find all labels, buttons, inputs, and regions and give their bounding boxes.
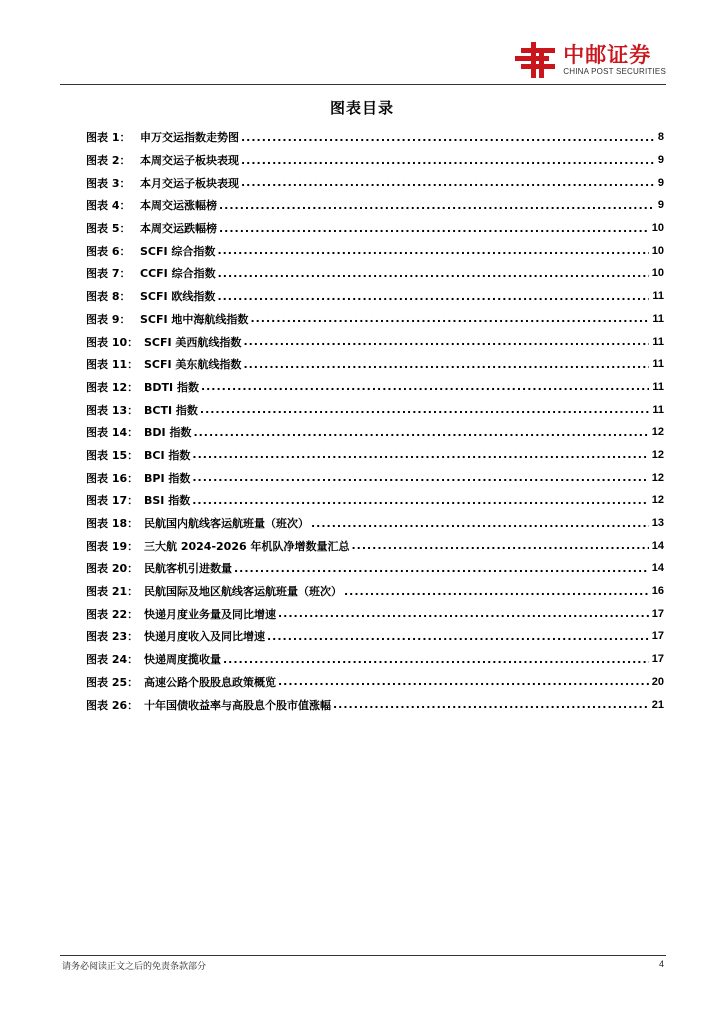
toc-dot-leader [311, 517, 649, 530]
toc-dot-leader [200, 403, 649, 416]
toc-list [86, 126, 664, 716]
toc-entry[interactable] [86, 376, 664, 399]
toc-entry-label: 图表 8： [86, 290, 131, 304]
toc-entry-page: 20 [651, 675, 664, 688]
toc-dot-leader [278, 675, 649, 688]
toc-entry[interactable] [86, 398, 664, 421]
toc-entry-page: 17 [651, 653, 664, 666]
toc-entry-page: 9 [657, 176, 664, 189]
toc-entry-label: 图表 17： [86, 494, 139, 508]
toc-entry[interactable] [86, 602, 664, 625]
toc-entry-label: 图表 18： [86, 517, 139, 531]
toc-entry-name: 申万交运指数走势图 [140, 131, 239, 145]
toc-dot-leader [193, 426, 648, 439]
china-post-logo-icon [513, 40, 559, 80]
toc-dot-leader [217, 244, 648, 257]
toc-entry[interactable] [86, 239, 664, 262]
toc-entry[interactable] [86, 671, 664, 694]
toc-entry[interactable] [86, 285, 664, 308]
toc-entry-label: 图表 11： [86, 358, 139, 372]
toc-entry-page: 14 [651, 562, 664, 575]
toc-entry-name: BSI 指数 [144, 494, 191, 508]
toc-entry-page: 9 [657, 199, 664, 212]
toc-entry-page: 21 [651, 698, 664, 711]
toc-entry-label: 图表 2： [86, 154, 131, 168]
toc-entry-name: SCFI 美西航线指数 [144, 335, 242, 349]
toc-dot-leader [234, 562, 649, 575]
toc-entry-name: BDI 指数 [144, 426, 192, 440]
toc-entry[interactable] [86, 126, 664, 149]
toc-dot-leader [241, 131, 655, 144]
toc-entry[interactable] [86, 421, 664, 444]
toc-entry-page: 11 [652, 380, 664, 393]
toc-entry-name: 本周交运跌幅榜 [140, 222, 217, 236]
toc-entry-name: 快递月度业务量及同比增速 [144, 607, 276, 621]
toc-entry-label: 图表 5： [86, 222, 131, 236]
toc-entry-page: 17 [651, 607, 664, 620]
toc-entry-name: 本周交运子板块表现 [140, 154, 239, 168]
toc-entry-label: 图表 21： [86, 585, 139, 599]
toc-entry-page: 12 [651, 448, 664, 461]
toc-entry-label: 图表 26： [86, 698, 139, 712]
header-divider [60, 84, 666, 85]
toc-entry[interactable] [86, 534, 664, 557]
toc-entry[interactable] [86, 330, 664, 353]
toc-entry[interactable] [86, 217, 664, 240]
logo-english-name: CHINA POST SECURITIES [563, 66, 666, 76]
toc-entry-name: 高速公路个股股息政策概览 [144, 675, 276, 689]
toc-entry-label: 图表 16： [86, 471, 139, 485]
toc-dot-leader [267, 630, 649, 643]
toc-entry-label: 图表 24： [86, 653, 139, 667]
toc-entry-name: 本周交运涨幅榜 [140, 199, 217, 213]
toc-entry-page: 14 [651, 539, 664, 552]
toc-dot-leader [250, 312, 649, 325]
toc-dot-leader [192, 471, 648, 484]
toc-dot-leader [192, 494, 649, 507]
toc-entry-label: 图表 25： [86, 675, 139, 689]
toc-dot-leader [351, 539, 648, 552]
toc-entry[interactable] [86, 262, 664, 285]
toc-entry-page: 11 [652, 312, 664, 325]
toc-title: 图表目录 [329, 99, 394, 117]
toc-dot-leader [243, 335, 649, 348]
toc-entry[interactable] [86, 308, 664, 331]
toc-entry-page: 9 [657, 154, 664, 167]
toc-entry-name: 民航客机引进数量 [144, 562, 232, 576]
toc-entry[interactable] [86, 512, 664, 535]
toc-entry-label: 图表 15： [86, 448, 139, 462]
toc-entry-name: CCFI 综合指数 [140, 267, 216, 281]
toc-entry-page: 13 [651, 517, 664, 530]
toc-entry-name: 十年国债收益率与高股息个股市值涨幅 [144, 698, 331, 712]
toc-dot-leader [241, 154, 655, 167]
toc-entry-name: 民航国际及地区航线客运航班量（班次） [144, 585, 342, 599]
toc-dot-leader [217, 290, 649, 303]
toc-entry-label: 图表 6： [86, 244, 131, 258]
toc-entry-label: 图表 1： [86, 131, 131, 145]
toc-entry[interactable] [86, 580, 664, 603]
toc-entry-name: BCTI 指数 [144, 403, 198, 417]
toc-dot-leader [243, 358, 649, 371]
toc-dot-leader [333, 698, 649, 711]
toc-entry-name: SCFI 美东航线指数 [144, 358, 242, 372]
toc-entry-label: 图表 3： [86, 176, 131, 190]
toc-entry-page: 11 [652, 290, 664, 303]
toc-dot-leader [219, 199, 655, 212]
toc-entry-label: 图表 19： [86, 539, 139, 553]
toc-entry[interactable] [86, 194, 664, 217]
toc-entry-name: 本月交运子板块表现 [140, 176, 239, 190]
toc-dot-leader [218, 267, 649, 280]
toc-entry-name: 三大航 2024-2026 年机队净增数量汇总 [144, 539, 350, 553]
toc-entry-page: 16 [651, 585, 664, 598]
toc-entry-label: 图表 13： [86, 403, 139, 417]
toc-entry-page: 17 [651, 630, 664, 643]
toc-dot-leader [344, 585, 649, 598]
toc-entry-page: 12 [651, 494, 664, 507]
toc-entry-label: 图表 12： [86, 380, 139, 394]
toc-entry-name: BPI 指数 [144, 471, 191, 485]
toc-entry-label: 图表 7： [86, 267, 131, 281]
toc-entry[interactable] [86, 466, 664, 489]
toc-entry[interactable] [86, 489, 664, 512]
toc-dot-leader [223, 653, 649, 666]
toc-entry-name: BCI 指数 [144, 448, 191, 462]
toc-dot-leader [201, 380, 649, 393]
toc-entry-name: SCFI 综合指数 [140, 244, 216, 258]
toc-entry-name: 民航国内航线客运航班量（班次） [144, 517, 309, 531]
toc-entry-label: 图表 23： [86, 630, 139, 644]
page-header [60, 40, 666, 86]
toc-entry-page: 12 [651, 426, 664, 439]
toc-entry[interactable] [86, 149, 664, 172]
toc-dot-leader [219, 222, 649, 235]
toc-entry-page: 10 [651, 267, 664, 280]
toc-entry-name: BDTI 指数 [144, 380, 199, 394]
toc-entry-label: 图表 20： [86, 562, 139, 576]
toc-entry-label: 图表 4： [86, 199, 131, 213]
toc-entry-label: 图表 14： [86, 426, 139, 440]
toc-entry-name: 快递周度揽收量 [144, 653, 221, 667]
footer-divider [60, 955, 666, 956]
toc-entry[interactable] [86, 353, 664, 376]
toc-entry-name: SCFI 地中海航线指数 [140, 312, 249, 326]
toc-entry-page: 12 [651, 471, 664, 484]
toc-entry-page: 10 [651, 244, 664, 257]
toc-entry[interactable] [86, 693, 664, 716]
page-number: 4 [658, 959, 664, 969]
logo-chinese-name: 中邮证券 [563, 42, 652, 67]
toc-entry-name: SCFI 欧线指数 [140, 290, 216, 304]
toc-dot-leader [192, 448, 648, 461]
toc-entry-page: 11 [652, 403, 664, 416]
toc-entry-page: 11 [652, 335, 664, 348]
toc-entry-name: 快递月度收入及同比增速 [144, 630, 265, 644]
toc-dot-leader [278, 607, 649, 620]
toc-entry[interactable] [86, 648, 664, 671]
toc-entry-page: 11 [652, 358, 664, 371]
disclaimer-note: 请务必阅读正文之后的免责条款部分 [62, 962, 207, 972]
toc-entry[interactable] [86, 557, 664, 580]
toc-entry-label: 图表 10： [86, 335, 139, 349]
toc-entry-label: 图表 22： [86, 607, 139, 621]
toc-entry[interactable] [86, 625, 664, 648]
toc-entry-label: 图表 9： [86, 312, 131, 326]
toc-entry[interactable] [86, 444, 664, 467]
toc-entry-page: 8 [657, 131, 664, 144]
toc-entry[interactable] [86, 171, 664, 194]
toc-entry-page: 10 [651, 222, 664, 235]
toc-dot-leader [241, 176, 655, 189]
company-logo [513, 40, 666, 80]
